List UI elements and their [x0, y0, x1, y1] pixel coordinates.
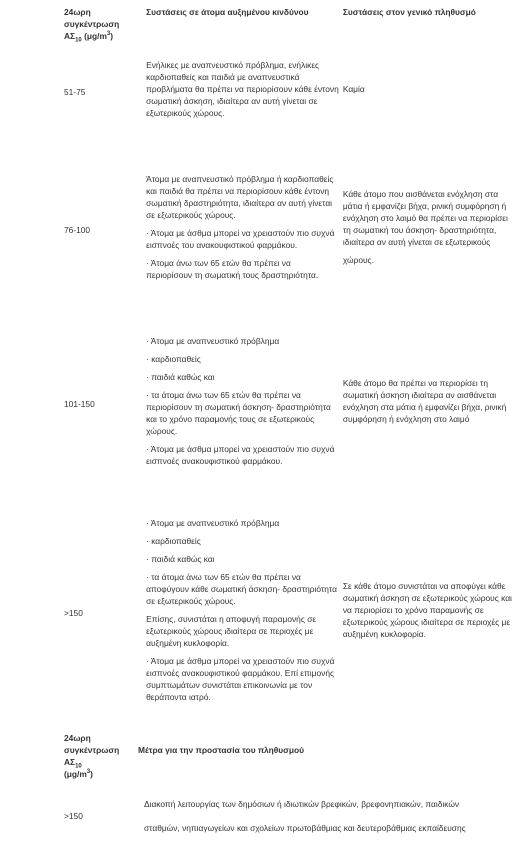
- sensitive-text: Επίσης, συνιστάται η αποφυγή παραμονής σε εξωτερικούς χώρους ιδιαίτερα σε περιοχές με αυξημένη κυκλοφορία.: [146, 614, 317, 648]
- sensitive-text: · Άτομα με άσθμα μπορεί να χρειαστούν πιο συχνά εισπνοές ανακουφιστικού φαρμάκου.: [146, 444, 335, 466]
- table-row: [0, 42, 517, 142]
- table-header-row: [0, 0, 517, 42]
- sensitive-text: · καρδιοπαθείς: [146, 536, 201, 546]
- row-sensitive: [144, 318, 341, 490]
- header-unit-sup: 3: [106, 31, 111, 38]
- row-range: 51-75: [64, 87, 86, 97]
- row-range: >150: [64, 811, 83, 821]
- table-header-row: [0, 732, 517, 780]
- header-sensitive: Συστάσεις σε άτομα αυξημένου κινδύνου: [146, 7, 309, 17]
- row-range: >150: [64, 608, 83, 618]
- header-pm-label: ΑΣ: [64, 31, 76, 41]
- measures-table: [0, 732, 517, 852]
- table-row: [0, 318, 517, 490]
- header-concentration-line1: 24ωρη: [64, 7, 91, 17]
- general-text: χώρους.: [342, 255, 374, 265]
- row-general: [341, 490, 517, 736]
- header-concentration-line2: συγκέντρωση ΑΣ: [64, 745, 120, 767]
- sensitive-text: · καρδιοπαθείς: [146, 354, 201, 364]
- row-range: 101-150: [64, 399, 95, 409]
- sensitive-text: · τα άτομα άνω των 65 ετών θα πρέπει να περιορίσουν τη σωματική άσκηση- δραστηριότητα και το χρόνο παραμονής τους σε εξωτερικούς χώρους.: [146, 390, 331, 436]
- table-row: [0, 142, 517, 318]
- header-concentration: [0, 0, 144, 42]
- sensitive-text: · τα άτομα άνω των 65 ετών θα πρέπει να αποφύγουν κάθε σωματική άσκηση- δραστηριότητα σε εξωτερικούς χώρους.: [146, 572, 337, 606]
- general-text: Σε κάθε άτομο συνιστάται να αποφύγει κάθε σωματική άσκηση σε εξωτερικούς χώρους και να περιορίσει το χρόνο παραμονής σε εξωτερικούς χώρους ιδιαίτερα σε περιοχές με αυξημένη κυκλοφορία.: [342, 581, 512, 639]
- row-range: 76-100: [64, 225, 91, 235]
- header-unit: (μg/m: [84, 31, 107, 41]
- table-row: [0, 490, 517, 736]
- sensitive-text: · Άτομα με άσθμα μπορεί να χρειαστούν πιο συχνά εισπνοές του ανακουφιστικού φαρμάκου.: [146, 228, 335, 250]
- general-text: Κάθε άτομο που αισθάνεται ενόχληση στα μάτια ή εμφανίζει βήχα, ρινική συμφόρηση ή ενόχληση στο λαιμό θα πρέπει να περιορίσει τη σωματική του άσκηση- δραστηριότητα, ιδιαίτερα αν αυτή γίνεται σε εξωτερικούς: [342, 189, 508, 247]
- row-measures: [136, 780, 517, 852]
- measures-text: Διακοπή λειτουργίας των δημόσιων ή ιδιωτικών βρεφικών, βρεφονηπιακών, παιδικών: [144, 799, 460, 809]
- sensitive-text: · Άτομα άνω των 65 ετών θα πρέπει να περιορίσουν τη σωματική τους δραστηριότητα.: [146, 258, 319, 280]
- row-sensitive: [144, 142, 341, 318]
- table-row: [0, 780, 517, 852]
- header-concentration: [0, 732, 136, 780]
- sensitive-text: · παιδιά καθώς και: [146, 372, 215, 382]
- row-general: [341, 42, 517, 142]
- sensitive-text: Άτομα με αναπνευστικό πρόβλημα ή καρδιοπαθείς και παιδιά θα πρέπει να περιορίσουν κάθε έντονη σωματική δραστηριότητα, ιδιαίτερα αν αυτή γίνεται σε εξωτερικούς χώρους.: [146, 174, 334, 220]
- sensitive-text: Ενήλικες με αναπνευστικό πρόβλημα, ενήλικες καρδιοπαθείς και παιδιά με αναπνευστικά προβλήματα θα πρέπει να περιορίσουν κάθε έντονη σωματική άσκηση, ιδιαίτερα αν αυτή γίνεται σε εξωτερικούς χώρους.: [146, 60, 339, 118]
- general-text: Καμία: [342, 84, 365, 94]
- sensitive-text: · Άτομα με αναπνευστικό πρόβλημα: [146, 336, 280, 346]
- header-pm-subscript: 10: [75, 37, 82, 44]
- header-concentration-line1: 24ωρη: [64, 733, 91, 743]
- header-measures: Μέτρα για την προστασία του πληθυσμού: [138, 745, 305, 755]
- measures-text: σταθμών, νηπιαγωγείων και σχολείων πρωτοβάθμιας και δευτεροβάθμιας εκπαίδευσης: [144, 823, 466, 833]
- sensitive-text: · Άτομα με αναπνευστικό πρόβλημα: [146, 518, 280, 528]
- header-general: Συστάσεις στον γενικό πληθυσμό: [342, 7, 476, 17]
- header-unit: (μg/m: [64, 769, 87, 779]
- header-unit-close: ): [90, 769, 93, 779]
- header-unit-sup: 3: [86, 769, 91, 776]
- row-sensitive: [144, 490, 341, 736]
- sensitive-text: · Άτομα με άσθμα μπορεί να χρειαστούν πιο συχνά εισπνοές ανακουφιστικού φαρμάκου. Επί επιμονής συμπτωμάτων συνιστάται επικοινωνία με τον θεράποντα ιατρό.: [146, 656, 335, 702]
- row-general: [341, 142, 517, 318]
- header-unit-close: ): [110, 31, 114, 41]
- header-concentration-line2: συγκέντρωση: [64, 19, 120, 29]
- row-general: [341, 318, 517, 490]
- sensitive-text: · παιδιά καθώς και: [146, 554, 215, 564]
- header-pm-subscript: 10: [75, 763, 82, 770]
- row-sensitive: [144, 42, 341, 142]
- general-text: Κάθε άτομο θα πρέπει να περιορίσει τη σωματική άσκηση ιδιαίτερα αν αισθάνεται ενόχληση στα μάτια ή εμφανίζει βήχα, ρινική συμφόρηση ή ενόχληση στο λαιμό: [342, 378, 507, 424]
